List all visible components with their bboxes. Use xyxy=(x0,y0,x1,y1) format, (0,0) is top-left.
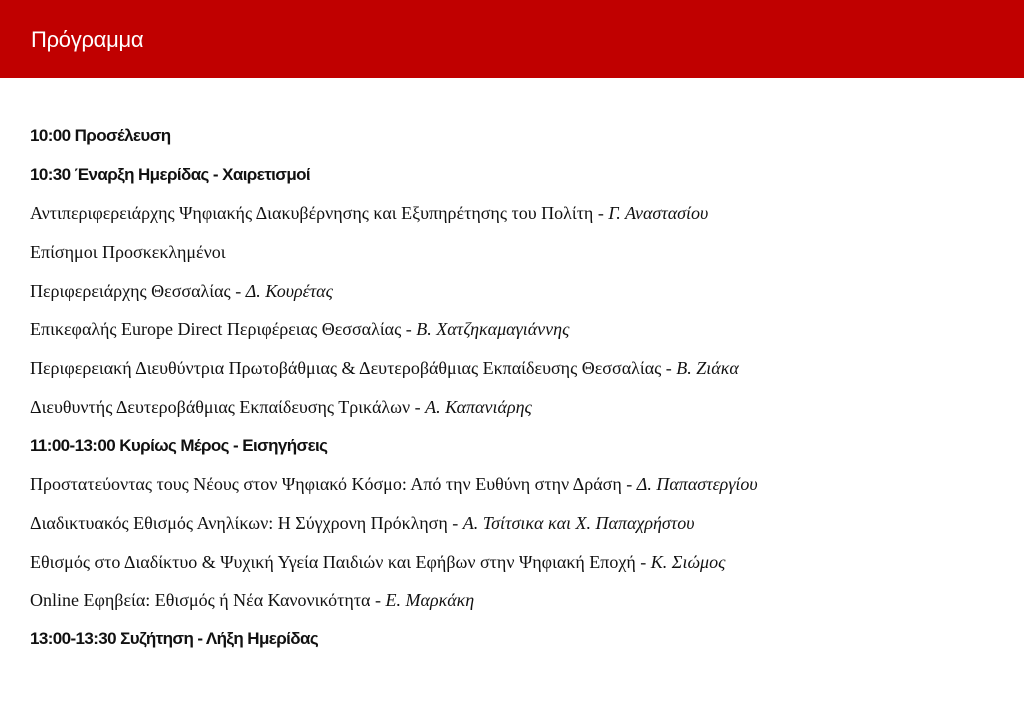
speaker-name: Γ. Αναστασίου xyxy=(608,203,709,224)
program-section-heading xyxy=(30,123,1010,162)
program-item xyxy=(30,200,1010,239)
program-item-text: Online Εφηβεία: Εθισμός ή Νέα Κανονικότητα xyxy=(30,590,371,611)
program-item-text: Διευθυντής Δευτεροβάθμιας Εκπαίδευσης Τρικάλων xyxy=(30,396,411,417)
program-section-heading xyxy=(30,162,1010,201)
program-item xyxy=(30,549,1010,588)
program-item xyxy=(30,316,1010,355)
speaker-separator: - xyxy=(447,512,463,533)
program-item xyxy=(30,394,1010,433)
program-item xyxy=(30,278,1010,317)
program-item-text: 10:30 Έναρξη Ημερίδας - Χαιρετισμοί xyxy=(30,164,311,184)
program-list xyxy=(30,123,1010,665)
speaker-name: Δ. Παπαστεργίου xyxy=(636,474,758,495)
program-item-text: 10:00 Προσέλευση xyxy=(30,126,171,145)
speaker-separator: - xyxy=(401,319,417,340)
speaker-name: Α. Τσίτσικα και Χ. Παπαχρήστου xyxy=(462,512,695,533)
program-item-text: 11:00-13:00 Κυρίως Μέρος - Εισηγήσεις xyxy=(30,435,328,455)
speaker-separator: - xyxy=(621,474,637,495)
speaker-name: Β. Ζιάκα xyxy=(676,358,739,379)
speaker-separator: - xyxy=(410,396,426,417)
program-item xyxy=(30,587,1010,626)
speaker-name: Β. Χατζηκαμαγιάννης xyxy=(416,319,570,340)
program-item-text: Προστατεύοντας τους Νέους στον Ψηφιακό Κόσμο: Από την Ευθύνη στην Δράση xyxy=(30,474,622,495)
program-item xyxy=(30,239,1010,278)
program-item-text: Επικεφαλής Europe Direct Περιφέρειας Θεσσαλίας xyxy=(30,319,402,340)
program-section-heading xyxy=(30,626,1010,665)
program-item xyxy=(30,355,1010,394)
program-section-heading xyxy=(30,433,1010,472)
program-item-text: 13:00-13:30 Συζήτηση - Λήξη Ημερίδας xyxy=(30,628,319,648)
program-item-text: Διαδικτυακός Εθισμός Ανηλίκων: Η Σύγχρονη Πρόκληση xyxy=(30,512,448,533)
speaker-name: Α. Καπανιάρης xyxy=(425,396,532,417)
page-title: Πρόγραμμα xyxy=(31,27,144,52)
program-item xyxy=(30,510,1010,549)
program-item-text: Περιφερειάρχης Θεσσαλίας xyxy=(30,280,231,301)
program-item xyxy=(30,471,1010,510)
speaker-separator: - xyxy=(593,203,609,224)
program-item-text: Εθισμός στο Διαδίκτυο & Ψυχική Υγεία Παιδιών και Εφήβων στην Ψηφιακή Εποχή xyxy=(30,551,636,572)
speaker-separator: - xyxy=(230,280,246,301)
speaker-separator: - xyxy=(370,590,386,611)
speaker-name: Κ. Σιώμος xyxy=(650,551,726,572)
speaker-separator: - xyxy=(661,358,677,379)
speaker-separator: - xyxy=(635,551,651,572)
speaker-name: Δ. Κουρέτας xyxy=(245,280,333,301)
program-item-text: Περιφερειακή Διευθύντρια Πρωτοβάθμιας & Δευτεροβάθμιας Εκπαίδευσης Θεσσαλίας xyxy=(30,358,662,379)
header-bar xyxy=(0,0,1024,78)
program-item-text: Επίσημοι Προσκεκλημένοι xyxy=(30,242,226,263)
speaker-name: Ε. Μαρκάκη xyxy=(385,590,475,611)
program-item-text: Αντιπεριφερειάρχης Ψηφιακής Διακυβέρνησης και Εξυπηρέτησης του Πολίτη xyxy=(30,203,594,224)
